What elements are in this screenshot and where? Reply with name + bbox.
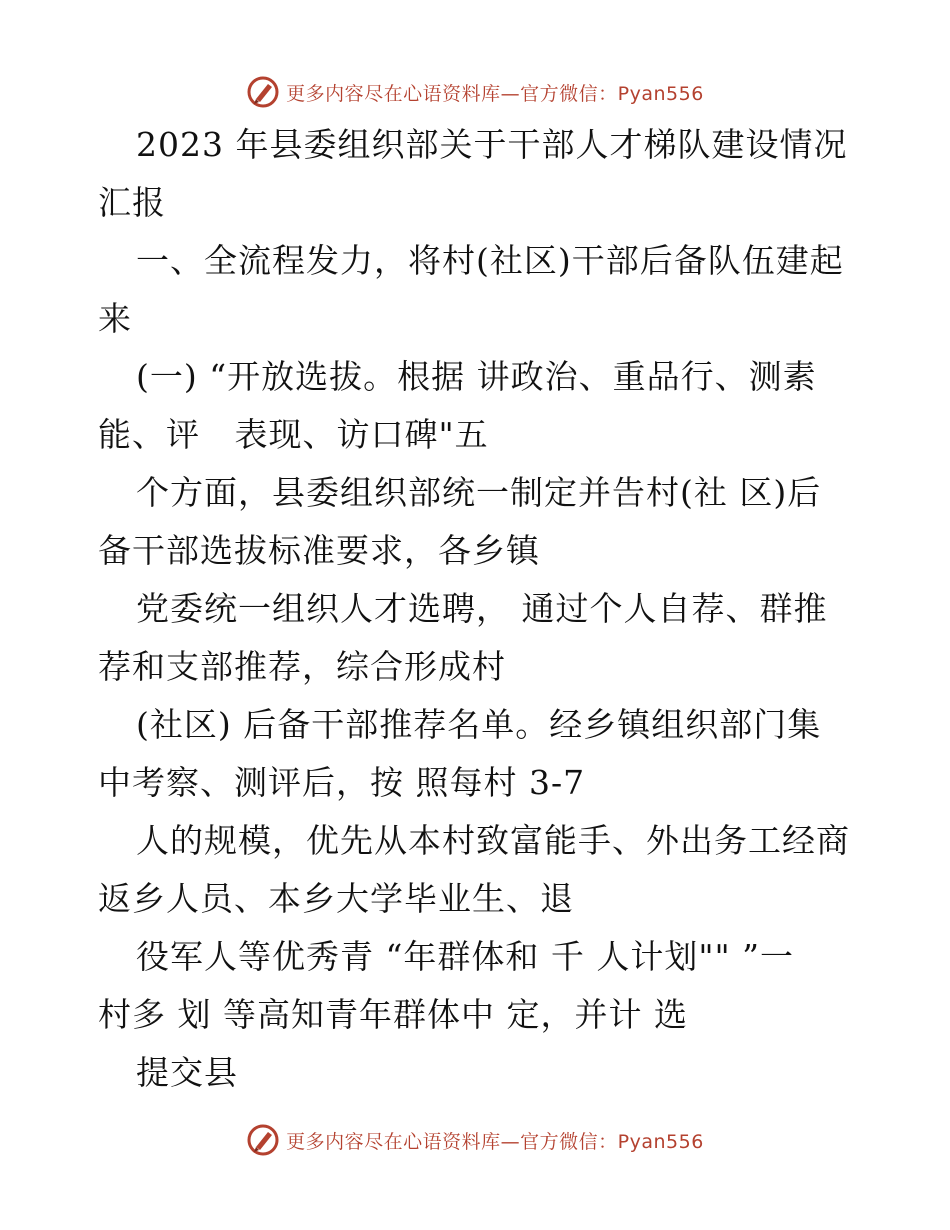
watermark-footer xyxy=(0,1120,950,1160)
text-line: 中考察、测评后，按 照每村 3-7 xyxy=(98,763,586,802)
text-line: 一、全流程发力，将村(社区)干部后备队伍建起 xyxy=(136,241,844,280)
text-line: 返乡人员、本乡大学毕业生、退 xyxy=(98,879,574,918)
document-body xyxy=(98,116,858,1102)
text-line: (社区) 后备干部推荐名单。经乡镇组织部门集 xyxy=(136,705,822,744)
text-line: 村多 划 等高知青年群体中 定，并计 选 xyxy=(98,995,688,1034)
text-line: 2023 年县委组织部关于干部人才梯队建设情况 xyxy=(136,125,848,164)
text-line: 能、评 表现、访口碑"五 xyxy=(98,415,489,454)
text-line: 来 xyxy=(98,299,132,338)
text-line: 备干部选拔标准要求，各乡镇 xyxy=(98,531,540,570)
text-line: (一) “开放选拔。根据 讲政治、重品行、测素 xyxy=(136,357,817,396)
text-line: 党委统一组织人才选聘， 通过个人自荐、群推 xyxy=(136,589,828,628)
watermark-text: 更多内容尽在心语资料库—官方微信：Pyan556 xyxy=(286,82,704,105)
watermark-text: 更多内容尽在心语资料库—官方微信：Pyan556 xyxy=(286,1130,704,1153)
text-line: 汇报 xyxy=(98,183,166,222)
text-line: 个方面，县委组织部统一制定并告村(社 区)后 xyxy=(136,473,822,512)
text-line: 役军人等优秀青 “年群体和 千 人计划"" ”一 xyxy=(136,937,795,976)
text-line: 荐和支部推荐，综合形成村 xyxy=(98,647,506,686)
text-line: 提交县 xyxy=(136,1053,238,1092)
text-line: 人的规模，优先从本村致富能手、外出务工经商 xyxy=(136,821,850,860)
watermark-header xyxy=(0,72,950,112)
pen-logo-icon xyxy=(246,1123,280,1157)
pen-logo-icon xyxy=(246,75,280,109)
